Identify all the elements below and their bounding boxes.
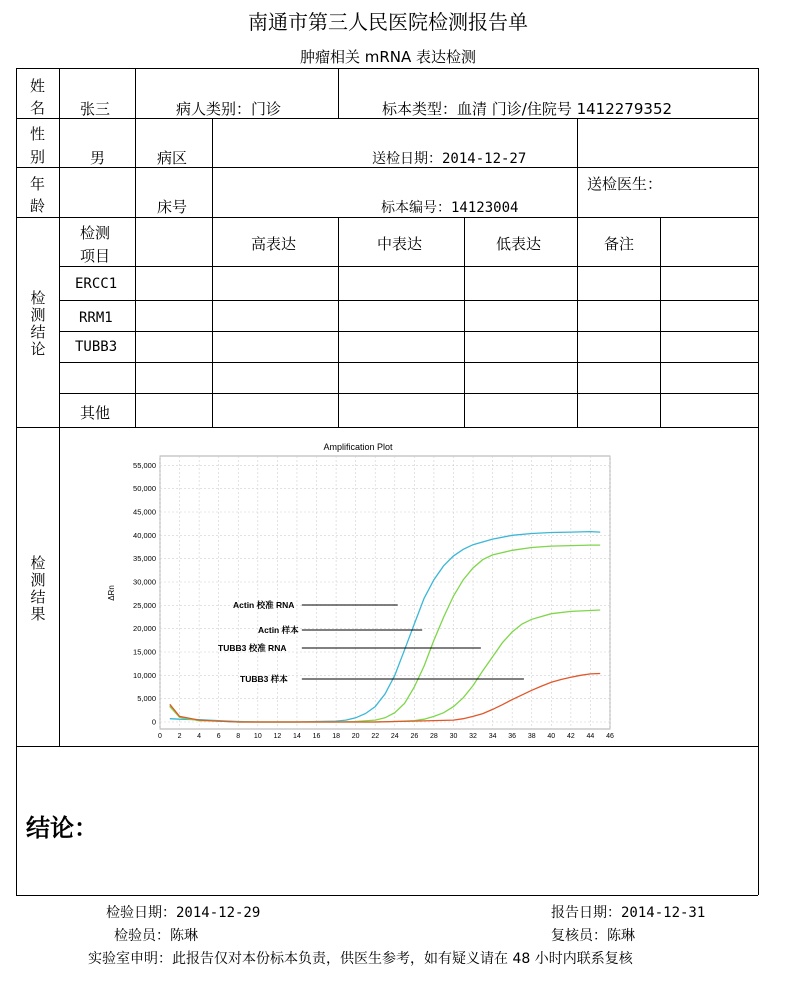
- name-label-top: 姓: [30, 77, 46, 95]
- annotation-label-2: TUBB3 校准 RNA: [218, 643, 287, 653]
- y-tick-label: 35,000: [133, 554, 156, 564]
- conclusion-label: 结论：: [26, 814, 98, 842]
- y-tick-label: 15,000: [133, 647, 156, 657]
- plot-frame: [160, 456, 610, 729]
- row-rrm1: RRM1: [79, 310, 113, 326]
- lab-statement: 实验室申明：此报告仅对本份标本负责，供医生参考，如有疑义请在 48 小时内联系复核: [88, 951, 633, 967]
- bed-label: 床号: [157, 198, 188, 216]
- chart-title: Amplification Plot: [323, 442, 393, 452]
- x-tick-label: 46: [606, 733, 614, 740]
- column-low: 低表达: [496, 235, 542, 253]
- item-header-bottom: 项目: [80, 247, 111, 265]
- item-header-top: 检测: [80, 224, 111, 242]
- submit-date: 送检日期：2014-12-27: [372, 151, 527, 167]
- patient-name: 张三: [80, 100, 111, 118]
- sex-label-bottom: 别: [30, 148, 46, 166]
- sample-number: 标本编号：14123004: [381, 200, 519, 216]
- column-high: 高表达: [251, 235, 297, 253]
- name-label-bottom: 名: [30, 99, 46, 117]
- x-tick-label: 38: [527, 733, 536, 740]
- y-tick-label: 5,000: [137, 694, 156, 704]
- report-date: 报告日期：2014-12-31: [551, 905, 706, 921]
- age-label-bottom: 龄: [30, 197, 46, 215]
- plot-section-label: 检 测 结 果: [30, 554, 46, 623]
- column-notes: 备注: [604, 235, 635, 253]
- x-tick-label: 40: [547, 733, 556, 740]
- y-tick-label: 20,000: [133, 624, 156, 634]
- x-tick-label: 16: [312, 733, 321, 740]
- amplification-plot: [100, 436, 620, 740]
- patient-type: 病人类别：门诊: [176, 100, 282, 118]
- x-tick-label: 18: [332, 733, 340, 740]
- y-tick-label: 50,000: [133, 484, 156, 494]
- x-tick-label: 0: [158, 733, 162, 740]
- x-tick-label: 34: [488, 733, 497, 740]
- x-tick-label: 22: [371, 733, 380, 740]
- row-ercc1: ERCC1: [75, 276, 118, 292]
- x-tick-label: 24: [390, 733, 399, 740]
- column-medium: 中表达: [377, 235, 423, 253]
- x-tick-label: 14: [293, 733, 301, 740]
- y-tick-label: 55,000: [133, 460, 156, 470]
- x-tick-label: 32: [469, 733, 477, 740]
- sex-label-top: 性: [30, 125, 46, 143]
- y-tick-label: 30,000: [133, 577, 156, 587]
- y-tick-label: 25,000: [133, 600, 156, 610]
- annotation-label-1: Actin 样本: [258, 625, 299, 635]
- x-tick-label: 8: [236, 733, 241, 740]
- test-date: 检验日期：2014-12-29: [106, 905, 261, 921]
- y-tick-label: 40,000: [133, 530, 156, 540]
- y-tick-label: 0: [151, 717, 156, 727]
- x-tick-label: 30: [449, 733, 458, 740]
- y-tick-label: 10,000: [133, 670, 156, 680]
- patient-sex: 男: [90, 149, 106, 167]
- ward-label: 病区: [157, 149, 188, 167]
- doctor-label: 送检医生：: [587, 175, 663, 193]
- annotation-label-3: TUBB3 样本: [240, 674, 288, 684]
- results-section-label: 检 测 结 论: [30, 289, 46, 358]
- x-tick-label: 26: [410, 733, 419, 740]
- age-label-top: 年: [30, 175, 46, 193]
- reviewer: 复核员：陈琳: [551, 928, 635, 944]
- report-subtitle: 肿瘤相关 mRNA 表达检测: [299, 48, 477, 66]
- x-tick-label: 42: [566, 733, 575, 740]
- row-other: 其他: [80, 404, 111, 422]
- x-tick-label: 20: [351, 733, 360, 740]
- x-tick-label: 28: [430, 733, 438, 740]
- y-axis-label: ΔRn: [107, 585, 116, 601]
- annotation-label-0: Actin 校准 RNA: [233, 600, 295, 610]
- x-tick-label: 2: [177, 733, 182, 740]
- x-tick-label: 10: [253, 733, 262, 740]
- x-tick-label: 36: [508, 733, 517, 740]
- y-tick-label: 45,000: [133, 507, 156, 517]
- report-title: 南通市第三人民医院检测报告单: [248, 10, 528, 34]
- sample-type: 标本类型：血清 门诊/住院号 1412279352: [382, 100, 673, 118]
- x-tick-label: 4: [197, 733, 202, 740]
- x-tick-label: 12: [273, 733, 282, 740]
- row-tubb3: TUBB3: [75, 339, 118, 355]
- x-tick-label: 6: [216, 733, 221, 740]
- tester: 检验员：陈琳: [114, 928, 198, 944]
- x-tick-label: 44: [586, 733, 595, 740]
